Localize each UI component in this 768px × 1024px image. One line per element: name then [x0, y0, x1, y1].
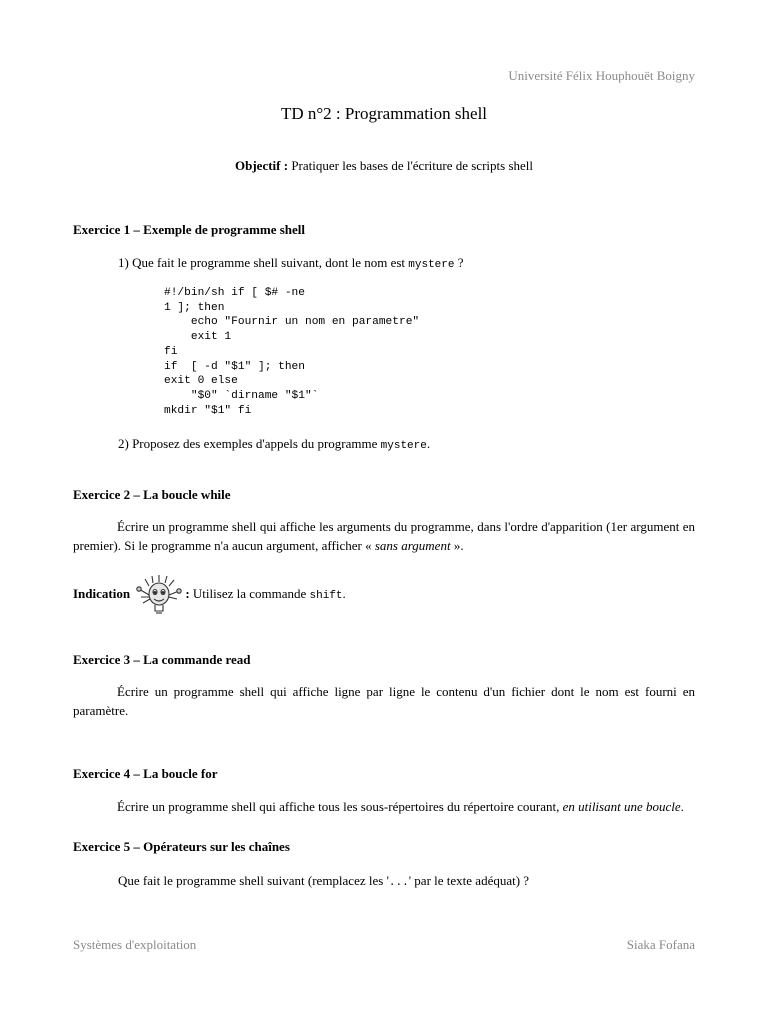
objective	[0, 158, 768, 174]
page-title: TD n°2 : Programmation shell	[280, 104, 488, 123]
code-shift: shift	[309, 590, 343, 602]
indication: Indication : Utilisez la commande shift.	[73, 574, 346, 614]
exercise-5-text: Que fait le programme shell suivant (remplacez les '...' par le texte adéquat) ?	[118, 873, 530, 889]
exercise-5-heading: Exercice 5 – Opérateurs sur les chaînes	[73, 839, 290, 854]
lightbulb-mascot-icon	[133, 575, 185, 615]
indication-colon: :	[185, 586, 190, 601]
objective-text: Pratiquer les bases de l'écriture de scripts shell	[291, 158, 533, 173]
footer-author: Siaka Fofana	[626, 937, 695, 952]
exercise-1-heading: Exercice 1 – Exemple de programme shell	[73, 222, 306, 237]
exercise-3-heading: Exercice 3 – La commande read	[73, 652, 251, 667]
exercise-4-heading: Exercice 4 – La boucle for	[73, 766, 218, 781]
exercise-1-question-2: 2) Proposez des exemples d'appels du programme mystere.	[118, 436, 431, 452]
indication-label: Indication	[73, 586, 131, 601]
objective-label: Objectif :	[235, 158, 289, 173]
exercise-2-text: Écrire un programme shell qui affiche les arguments du programme, dans l'ordre d'apparition (1er argument en premier). Si le programme n'a aucun argument, afficher « sans argument ».	[73, 519, 695, 553]
exercise-1-question-1: 1) Que fait le programme shell suivant, dont le nom est mystere ?	[118, 255, 464, 271]
code-ellipsis: ...	[388, 877, 409, 889]
header-university: Université Félix Houphouët Boigny	[508, 68, 695, 83]
exercise-2-heading: Exercice 2 – La boucle while	[73, 487, 231, 502]
code-mystere: mystere	[408, 259, 455, 271]
code-mystere-2: mystere	[380, 440, 427, 452]
exercise-3-text: Écrire un programme shell qui affiche ligne par ligne le contenu d'un fichier dont le nom est fourni en paramètre.	[73, 684, 695, 718]
exercise-4-text: Écrire un programme shell qui affiche tous les sous-répertoires du répertoire courant, en utilisant une boucle.	[117, 799, 684, 814]
footer-course: Systèmes d'exploitation	[73, 937, 197, 952]
code-block: #!/bin/sh if [ $# -ne 1 ]; then echo "Fournir un nom en parametre" exit 1 fi if [ -d "$1" ]; then exit 0 else "$0" `dirname "$1"` mkdir "$1" fi	[164, 287, 420, 417]
